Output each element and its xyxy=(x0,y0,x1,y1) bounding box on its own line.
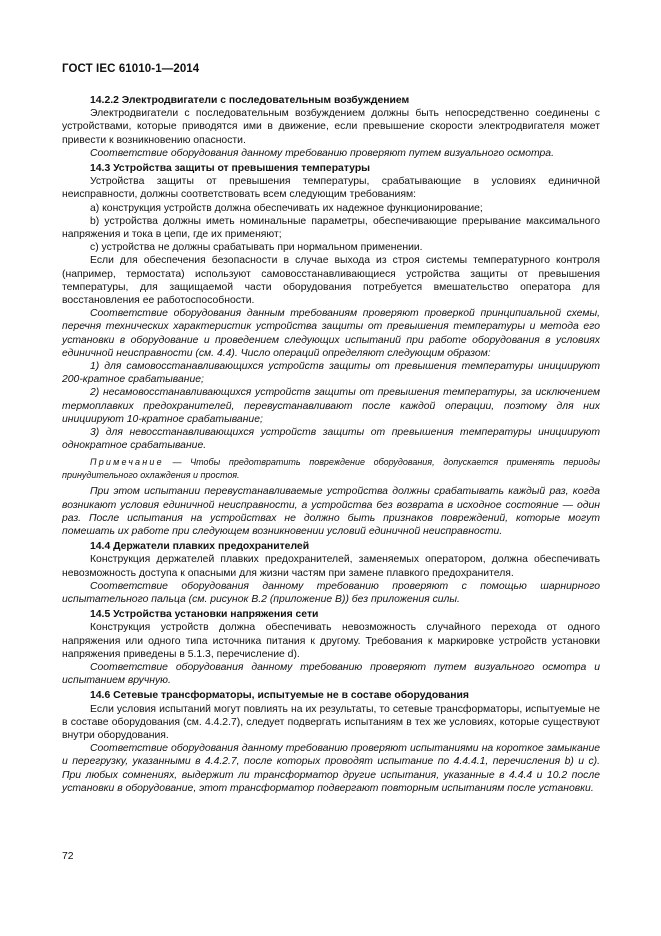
list-item: а) конструкция устройств должна обеспечивать их надежное функционирование; xyxy=(90,202,483,214)
section-heading: 14.2.2 Электродвигатели с последовательным возбуждением xyxy=(90,95,410,106)
list-item: с) устройства не должны срабатывать при нормальном применении. xyxy=(90,242,423,254)
document-id: ГОСТ IEC 61010-1—2014 xyxy=(62,63,200,75)
section-heading: 14.4 Держатели плавких предохранителей xyxy=(90,541,310,553)
note xyxy=(62,456,600,481)
list-item: 3) для невосстанавливающихся устройств защиты от превышения температуры инициируют однократное срабатывание. xyxy=(62,427,600,452)
list-item: b) устройства должны иметь номинальные параметры, обеспечивающие прерывание максимального напряжения и тока в цепи, где их применяют; xyxy=(62,215,600,241)
note-label: Примечание xyxy=(90,457,164,468)
compliance-paragraph: Соответствие оборудования данным требованиям проверяют проверкой принципиальной схемы, перечня технических характеристик устройства защиты от превышения температуры и метода его установки в оборудование и проведением следующих испытаний при работе оборудования в условиях единичной неисправности (см. 4.4). Число операций определяют следующим образом: xyxy=(62,308,600,359)
paragraph: Конструкция держателей плавких предохранителей, заменяемых оператором, должна обеспечивать невозможность доступа к опасными для жизни частям при замене плавкого предохранителя. xyxy=(62,554,600,579)
compliance-paragraph: Соответствие оборудования данному требованию проверяют путем визуального осмотра. xyxy=(90,147,554,159)
section-heading: 14.6 Сетевые трансформаторы, испытуемые не в составе оборудования xyxy=(90,690,469,702)
paragraph: Если для обеспечения безопасности в случае выхода из строя системы температурного контроля (например, термостата) используют самовосстанавливающиеся устройства защиты от превышения температуры, для защищаемой части оборудования потребуется вмешательство оператора для восстановления ее работоспособности. xyxy=(62,255,600,307)
page-number: 72 xyxy=(62,851,74,862)
paragraph: Если условия испытаний могут повлиять на их результаты, то сетевые трансформаторы, испытуемые не в составе оборудования (см. 4.4.2.7), следует подвергать испытаниям в тех же условиях, которые существуют внутри оборудования. xyxy=(62,703,600,741)
paragraph: Устройства защиты от превышения температуры, срабатывающие в условиях единичной неисправности, должны соответствовать всем следующим требованиям: xyxy=(62,176,600,201)
compliance-paragraph: Соответствие оборудования данному требованию проверяют с помощью шарнирного испытательного пальца (см. рисунок В.2 (приложение В)) без приложения силы. xyxy=(62,580,600,605)
note-text: — Чтобы предотвратить повреждение оборудования, допускается применять периоды принудительного охлаждения и простоя. xyxy=(62,457,600,480)
section-heading: 14.5 Устройства установки напряжения сети xyxy=(90,609,319,621)
document-body xyxy=(62,92,600,795)
compliance-paragraph: Соответствие оборудования данному требованию проверяют путем визуального осмотра и испытанием вручную. xyxy=(62,661,600,687)
list-item: 1) для самовосстанавливающихся устройств защиты от превышения температуры инициируют 200-кратное срабатывание; xyxy=(62,361,600,386)
section-heading: 14.3 Устройства защиты от превышения температуры xyxy=(90,163,371,175)
compliance-paragraph: При этом испытании перевустанавливаемые устройства должны срабатывать каждый раз, когда возникают условия единичной неисправности, а устройства без возврата в исходное состояние — один раз. После испытания на устройствах не должно быть признаков повреждений, которые могут помешать их работе при следующем возникновении условий единичной неисправности. xyxy=(62,486,600,537)
compliance-paragraph: Соответствие оборудования данному требованию проверяют испытаниями на короткое замыкание и перегрузку, указанными в 4.4.2.7, после которых проводят испытание по 4.4.4.1, перечисления b) и c). При любых сомнениях, выдержит ли трансформатор другие испытания, указанные в 4.4.4 и 10.2 после установки в оборудование, этот трансформатор подвергают повторным испытаниям после установки. xyxy=(62,743,600,794)
paragraph: Электродвигатели с последовательным возбуждением должны быть непосредственно соединены с устройствами, которые приводятся ими в движение, если превышение скорости электродвигателя может привести к возникновению опасности. xyxy=(62,108,600,146)
paragraph: Конструкция устройств должна обеспечивать невозможность случайного перехода от одного напряжения или одного типа источника питания к другому. Требования к маркировке устройств установки напряжения приведены в 5.1.3, перечисление d). xyxy=(62,622,600,660)
list-item: 2) несамовосстанавливающихся устройств защиты от превышения температуры, за исключением термоплавких предохранителей, перевустанавливают после каждой операции, поэтому для них инициируют 10-кратное срабатывание; xyxy=(62,387,600,425)
